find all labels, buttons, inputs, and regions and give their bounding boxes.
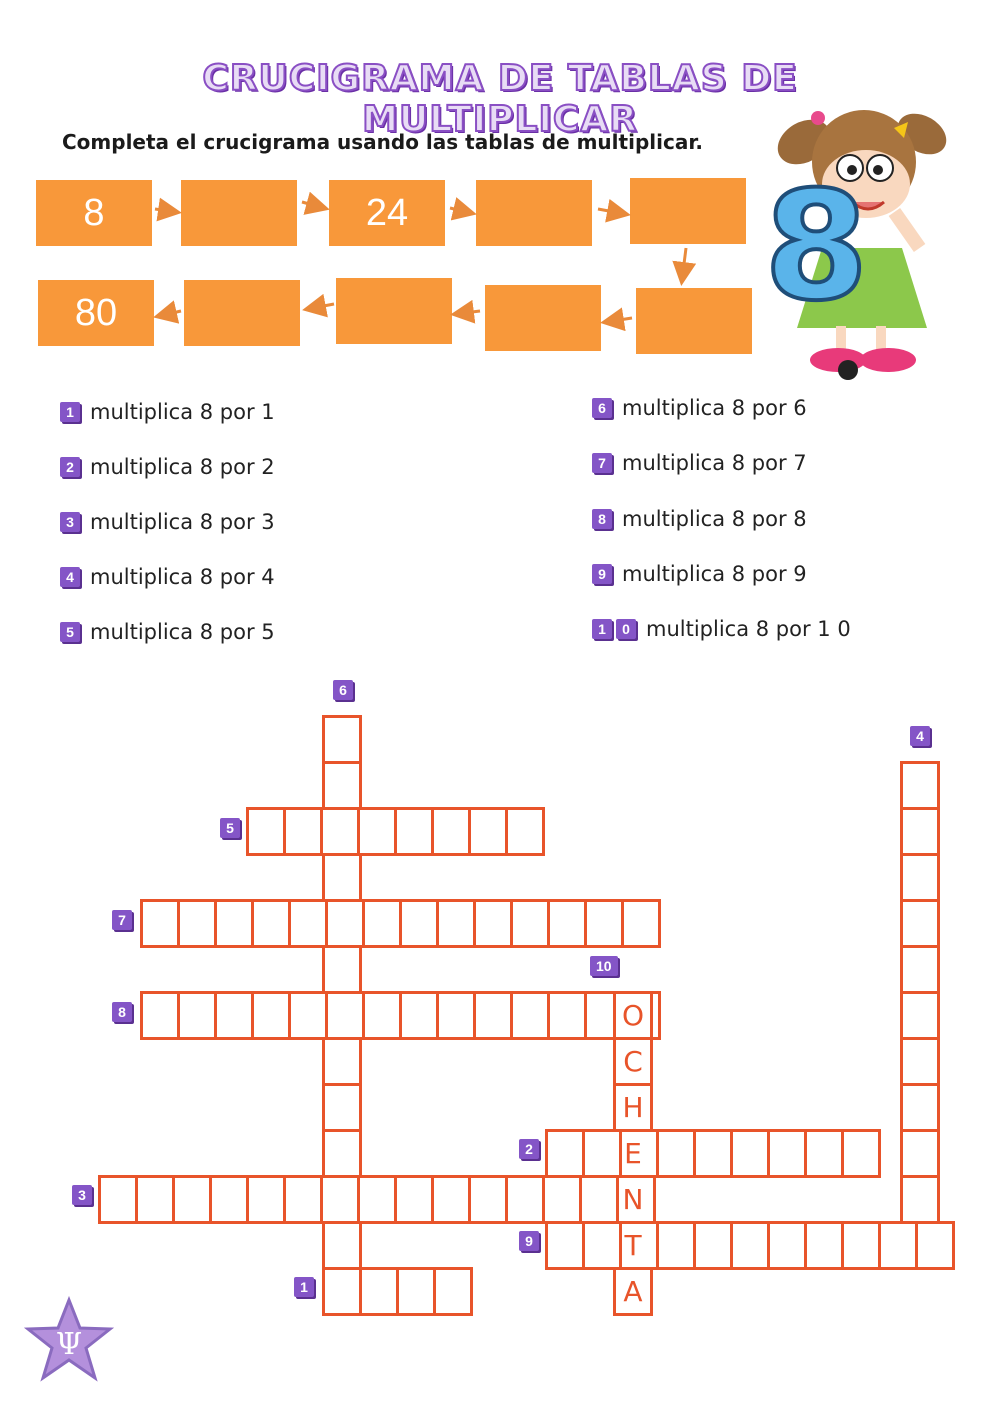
- grid-cell[interactable]: [547, 991, 587, 1040]
- clue-text: multiplica 8 por 7: [622, 451, 807, 475]
- grid-cell[interactable]: [320, 1175, 360, 1224]
- grid-cell[interactable]: [322, 1221, 362, 1270]
- grid-cell[interactable]: [251, 991, 291, 1040]
- seq-box-1[interactable]: 8: [36, 180, 152, 246]
- grid-cell[interactable]: [325, 899, 365, 948]
- grid-number-2: 2: [519, 1139, 541, 1159]
- clue-text: multiplica 8 por 3: [90, 510, 275, 534]
- grid-cell[interactable]: [505, 807, 545, 856]
- clue-number-badge: 4: [60, 567, 80, 587]
- grid-cell[interactable]: [900, 945, 940, 994]
- seq-box-3[interactable]: 24: [329, 180, 445, 246]
- arrow-right-icon: [598, 209, 625, 214]
- grid-cell[interactable]: [177, 899, 217, 948]
- grid-cell[interactable]: [547, 899, 587, 948]
- clue-3: [60, 510, 275, 534]
- grid-cell[interactable]: [283, 1175, 323, 1224]
- grid-cell[interactable]: [322, 1267, 362, 1316]
- clue-text: multiplica 8 por 1 0: [646, 617, 851, 641]
- grid-cell[interactable]: [804, 1221, 844, 1270]
- grid-cell[interactable]: [621, 899, 661, 948]
- grid-cell[interactable]: [900, 807, 940, 856]
- arrow-right-icon: [450, 208, 471, 213]
- grid-cell[interactable]: [900, 761, 940, 810]
- grid-cell[interactable]: [322, 715, 362, 764]
- clue-9: [592, 562, 807, 586]
- grid-cell[interactable]: [322, 761, 362, 810]
- grid-letter: T: [624, 1228, 642, 1262]
- grid-cell[interactable]: [693, 1221, 733, 1270]
- grid-cell[interactable]: [473, 991, 513, 1040]
- clue-number-badge: 3: [60, 512, 80, 532]
- grid-cell[interactable]: [767, 1221, 807, 1270]
- grid-cell[interactable]: [251, 899, 291, 948]
- clue-5: [60, 620, 275, 644]
- grid-cell[interactable]: [399, 899, 439, 948]
- girl-illustration-icon: [752, 98, 952, 388]
- clue-text: multiplica 8 por 6: [622, 396, 807, 420]
- svg-text:Ψ: Ψ: [55, 1327, 83, 1362]
- grid-cell[interactable]: [394, 807, 434, 856]
- grid-cell[interactable]: [357, 807, 397, 856]
- clue-number-badge: 0: [616, 619, 636, 639]
- grid-letter: H: [622, 1090, 644, 1124]
- clue-text: multiplica 8 por 9: [622, 562, 807, 586]
- grid-cell[interactable]: [357, 1175, 397, 1224]
- arrow-left-icon: [456, 311, 480, 314]
- grid-cell[interactable]: [140, 899, 180, 948]
- grid-letter: O: [621, 998, 645, 1032]
- grid-cell[interactable]: [656, 1221, 696, 1270]
- grid-cell[interactable]: [510, 899, 550, 948]
- grid-cell[interactable]: [841, 1221, 881, 1270]
- grid-cell[interactable]: [545, 1129, 585, 1178]
- grid-number-7: 7: [112, 910, 134, 930]
- clue-text: multiplica 8 por 5: [90, 620, 275, 644]
- grid-cell[interactable]: [436, 991, 476, 1040]
- grid-cell[interactable]: [468, 807, 508, 856]
- grid-cell[interactable]: [209, 1175, 249, 1224]
- grid-cell[interactable]: [767, 1129, 807, 1178]
- grid-cell[interactable]: [878, 1221, 918, 1270]
- grid-number-8: 8: [112, 1002, 134, 1022]
- grid-cell[interactable]: [362, 899, 402, 948]
- clue-number-badge: 1: [592, 619, 612, 639]
- grid-cell[interactable]: [135, 1175, 175, 1224]
- clue-text: multiplica 8 por 4: [90, 565, 275, 589]
- grid-cell[interactable]: [325, 991, 365, 1040]
- grid-number-5: 5: [220, 818, 242, 838]
- grid-cell[interactable]: [510, 991, 550, 1040]
- grid-cell[interactable]: [246, 807, 286, 856]
- clue-number-badge: 7: [592, 453, 612, 473]
- grid-cell[interactable]: [730, 1221, 770, 1270]
- grid-number-1: 1: [294, 1277, 316, 1297]
- clue-number-badge: 1: [60, 402, 80, 422]
- grid-cell[interactable]: [396, 1267, 436, 1316]
- grid-number-10: 10: [590, 956, 620, 976]
- clue-6: [592, 396, 807, 420]
- clue-10: [592, 617, 851, 641]
- grid-cell[interactable]: [359, 1267, 399, 1316]
- grid-cell[interactable]: [545, 1221, 585, 1270]
- clue-4: [60, 565, 275, 589]
- grid-number-9: 9: [519, 1231, 541, 1251]
- grid-cell[interactable]: [288, 899, 328, 948]
- clue-8: [592, 507, 807, 531]
- grid-cell[interactable]: [900, 1129, 940, 1178]
- grid-cell[interactable]: [900, 1083, 940, 1132]
- grid-cell[interactable]: [900, 899, 940, 948]
- grid-cell[interactable]: [473, 899, 513, 948]
- grid-cell[interactable]: [399, 991, 439, 1040]
- grid-cell[interactable]: [320, 807, 360, 856]
- grid-cell[interactable]: [431, 807, 471, 856]
- page-title: CRUCIGRAMA DE TABLAS DE MULTIPLICAR: [202, 58, 798, 140]
- grid-cell[interactable]: [900, 1175, 940, 1224]
- grid-cell[interactable]: [693, 1129, 733, 1178]
- grid-cell[interactable]: [804, 1129, 844, 1178]
- grid-cell[interactable]: [584, 899, 624, 948]
- arrow-left-icon: [606, 318, 632, 322]
- grid-cell[interactable]: [214, 991, 254, 1040]
- seq-box-10[interactable]: 80: [38, 280, 154, 346]
- grid-number-6: 6: [333, 680, 355, 700]
- psi-star-logo-icon: [24, 1296, 114, 1382]
- grid-cell[interactable]: [900, 1037, 940, 1086]
- grid-number-4: 4: [910, 726, 932, 746]
- grid-cell[interactable]: [436, 899, 476, 948]
- grid-cell[interactable]: [730, 1129, 770, 1178]
- arrow-left-icon: [308, 304, 334, 309]
- clue-text: multiplica 8 por 8: [622, 507, 807, 531]
- grid-cell[interactable]: [900, 853, 940, 902]
- grid-cell[interactable]: [579, 1175, 619, 1224]
- clue-number-badge: 5: [60, 622, 80, 642]
- grid-cell[interactable]: [841, 1129, 881, 1178]
- clue-number-badge: 2: [60, 457, 80, 477]
- arrow-left-icon: [159, 311, 181, 316]
- grid-cell[interactable]: [542, 1175, 582, 1224]
- grid-cell[interactable]: [394, 1175, 434, 1224]
- grid-cell[interactable]: [362, 991, 402, 1040]
- grid-letter: C: [623, 1044, 643, 1078]
- grid-cell[interactable]: [505, 1175, 545, 1224]
- grid-cell[interactable]: [656, 1129, 696, 1178]
- grid-cell[interactable]: [177, 991, 217, 1040]
- grid-cell[interactable]: [900, 991, 940, 1040]
- grid-cell[interactable]: [140, 991, 180, 1040]
- grid-cell[interactable]: [214, 899, 254, 948]
- grid-cell[interactable]: [322, 1037, 362, 1086]
- grid-cell[interactable]: [322, 945, 362, 994]
- grid-cell[interactable]: [322, 1083, 362, 1132]
- grid-cell[interactable]: [915, 1221, 955, 1270]
- grid-cell[interactable]: [433, 1267, 473, 1316]
- clue-1: [60, 400, 275, 424]
- big-digit: 8: [764, 160, 869, 334]
- grid-cell[interactable]: [468, 1175, 508, 1224]
- clue-text: multiplica 8 por 2: [90, 455, 275, 479]
- grid-cell[interactable]: [322, 1129, 362, 1178]
- instructions: Completa el crucigrama usando las tablas de multiplicar.: [62, 130, 703, 154]
- grid-cell[interactable]: [172, 1175, 212, 1224]
- clue-7: [592, 451, 807, 475]
- grid-letter: N: [622, 1182, 644, 1216]
- grid-cell[interactable]: [246, 1175, 286, 1224]
- grid-cell[interactable]: [322, 853, 362, 902]
- clue-number-badge: 8: [592, 509, 612, 529]
- clue-number-badge: 9: [592, 564, 612, 584]
- grid-cell[interactable]: [283, 807, 323, 856]
- grid-letter: A: [623, 1274, 643, 1308]
- clue-number-badge: 6: [592, 398, 612, 418]
- clue-text: multiplica 8 por 1: [90, 400, 275, 424]
- grid-cell[interactable]: [431, 1175, 471, 1224]
- clue-2: [60, 455, 275, 479]
- arrow-right-icon: [155, 209, 176, 212]
- grid-cell[interactable]: [288, 991, 328, 1040]
- grid-number-3: 3: [72, 1185, 94, 1205]
- arrow-right-icon: [302, 202, 324, 208]
- grid-letter: E: [624, 1136, 642, 1170]
- arrow-down-icon: [682, 248, 686, 280]
- grid-cell[interactable]: [98, 1175, 138, 1224]
